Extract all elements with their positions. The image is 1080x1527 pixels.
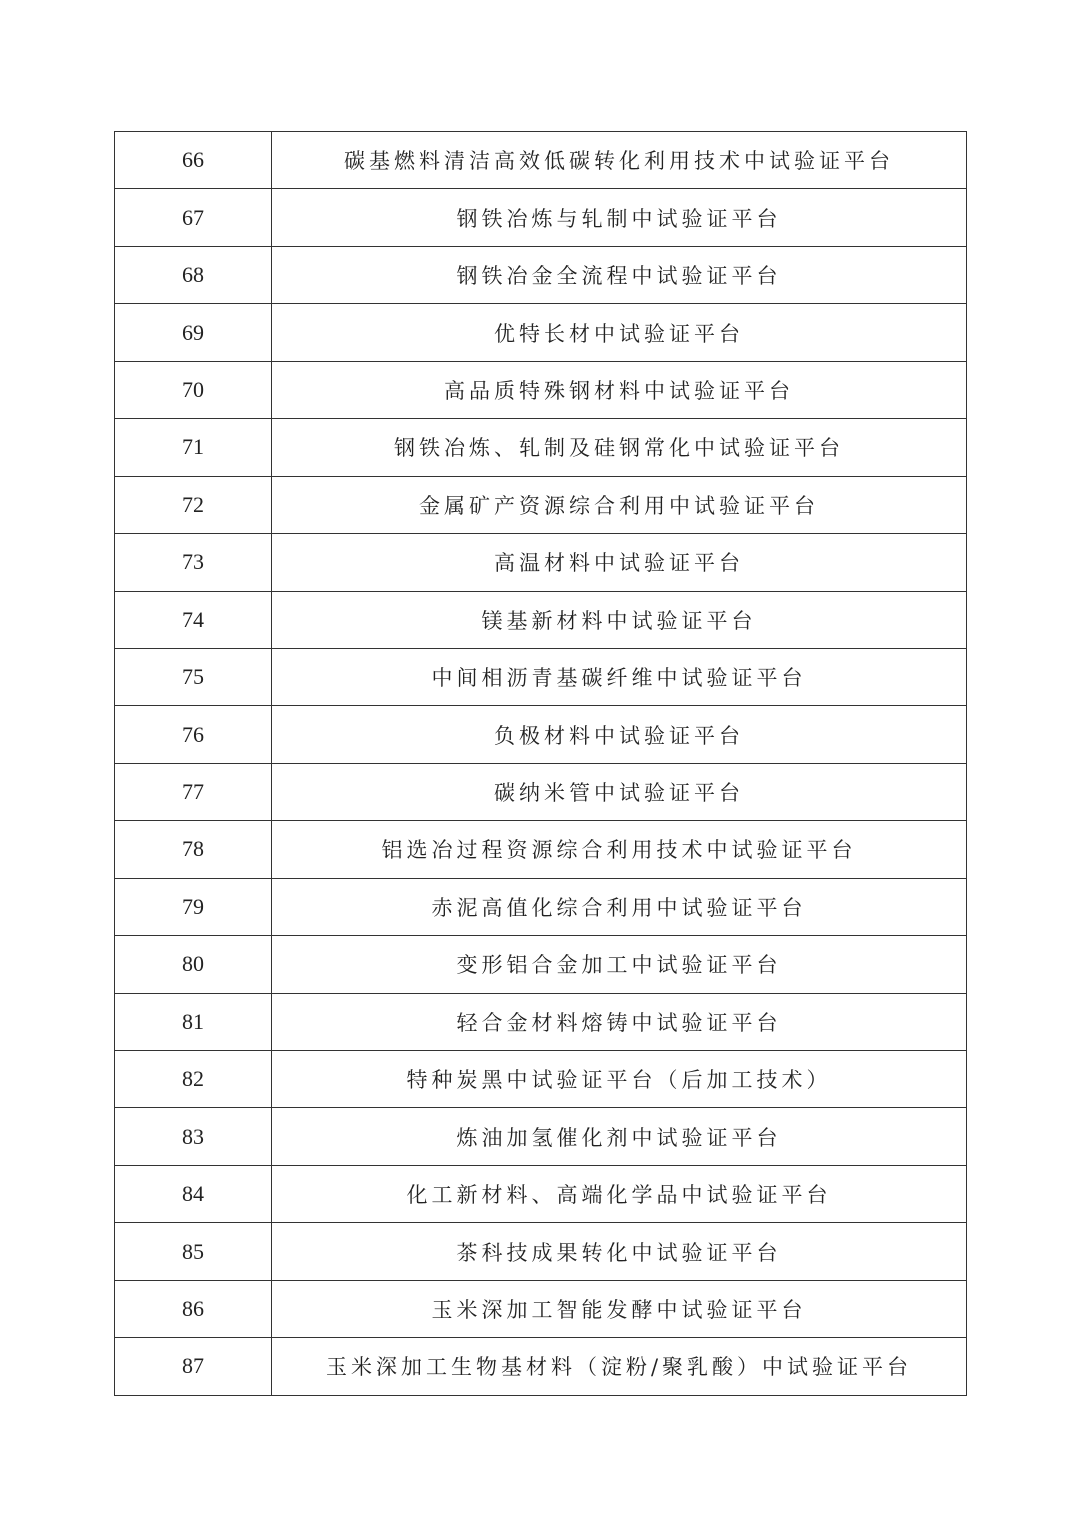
row-number: 70 [115,361,272,418]
platform-name: 高品质特殊钢材料中试验证平台 [272,361,967,418]
platform-name: 钢铁冶炼、轧制及硅钢常化中试验证平台 [272,419,967,476]
row-number: 72 [115,476,272,533]
row-number: 84 [115,1165,272,1222]
row-number: 68 [115,246,272,303]
table-row [115,821,967,878]
table-row [115,993,967,1050]
platform-name: 负极材料中试验证平台 [272,706,967,763]
platform-name: 变形铝合金加工中试验证平台 [272,936,967,993]
table-row [115,476,967,533]
platform-name: 玉米深加工智能发酵中试验证平台 [272,1280,967,1337]
platform-name: 轻合金材料熔铸中试验证平台 [272,993,967,1050]
table-row [115,189,967,246]
row-number: 79 [115,878,272,935]
table-row [115,361,967,418]
table-row [115,763,967,820]
row-number: 76 [115,706,272,763]
table-row [115,246,967,303]
table-row [115,1338,967,1395]
table-row [115,591,967,648]
row-number: 73 [115,534,272,591]
row-number: 69 [115,304,272,361]
platform-name: 镁基新材料中试验证平台 [272,591,967,648]
table-row [115,648,967,705]
platform-name: 钢铁冶金全流程中试验证平台 [272,246,967,303]
row-number: 80 [115,936,272,993]
table-row [115,936,967,993]
platform-name: 铝选冶过程资源综合利用技术中试验证平台 [272,821,967,878]
row-number: 77 [115,763,272,820]
platform-name: 高温材料中试验证平台 [272,534,967,591]
platform-name: 玉米深加工生物基材料（淀粉/聚乳酸）中试验证平台 [272,1338,967,1395]
platform-name: 碳纳米管中试验证平台 [272,763,967,820]
table-row [115,132,967,189]
platform-name: 金属矿产资源综合利用中试验证平台 [272,476,967,533]
row-number: 75 [115,648,272,705]
table-row [115,419,967,476]
table-row [115,1108,967,1165]
platform-name: 赤泥高值化综合利用中试验证平台 [272,878,967,935]
row-number: 74 [115,591,272,648]
row-number: 85 [115,1223,272,1280]
table-row [115,534,967,591]
platform-name: 中间相沥青基碳纤维中试验证平台 [272,648,967,705]
table-row [115,1051,967,1108]
table-row [115,706,967,763]
platform-table [114,131,967,1396]
table-body [115,132,967,1396]
table-row [115,1280,967,1337]
row-number: 66 [115,132,272,189]
row-number: 82 [115,1051,272,1108]
platform-name: 钢铁冶炼与轧制中试验证平台 [272,189,967,246]
platform-name: 碳基燃料清洁高效低碳转化利用技术中试验证平台 [272,132,967,189]
row-number: 81 [115,993,272,1050]
table-row [115,304,967,361]
platform-name: 炼油加氢催化剂中试验证平台 [272,1108,967,1165]
row-number: 83 [115,1108,272,1165]
platform-name: 化工新材料、高端化学品中试验证平台 [272,1165,967,1222]
row-number: 71 [115,419,272,476]
row-number: 87 [115,1338,272,1395]
row-number: 67 [115,189,272,246]
table-row [115,1165,967,1222]
platform-name: 特种炭黑中试验证平台（后加工技术） [272,1051,967,1108]
platform-name: 茶科技成果转化中试验证平台 [272,1223,967,1280]
row-number: 86 [115,1280,272,1337]
platform-name: 优特长材中试验证平台 [272,304,967,361]
row-number: 78 [115,821,272,878]
table-row [115,878,967,935]
table-row [115,1223,967,1280]
